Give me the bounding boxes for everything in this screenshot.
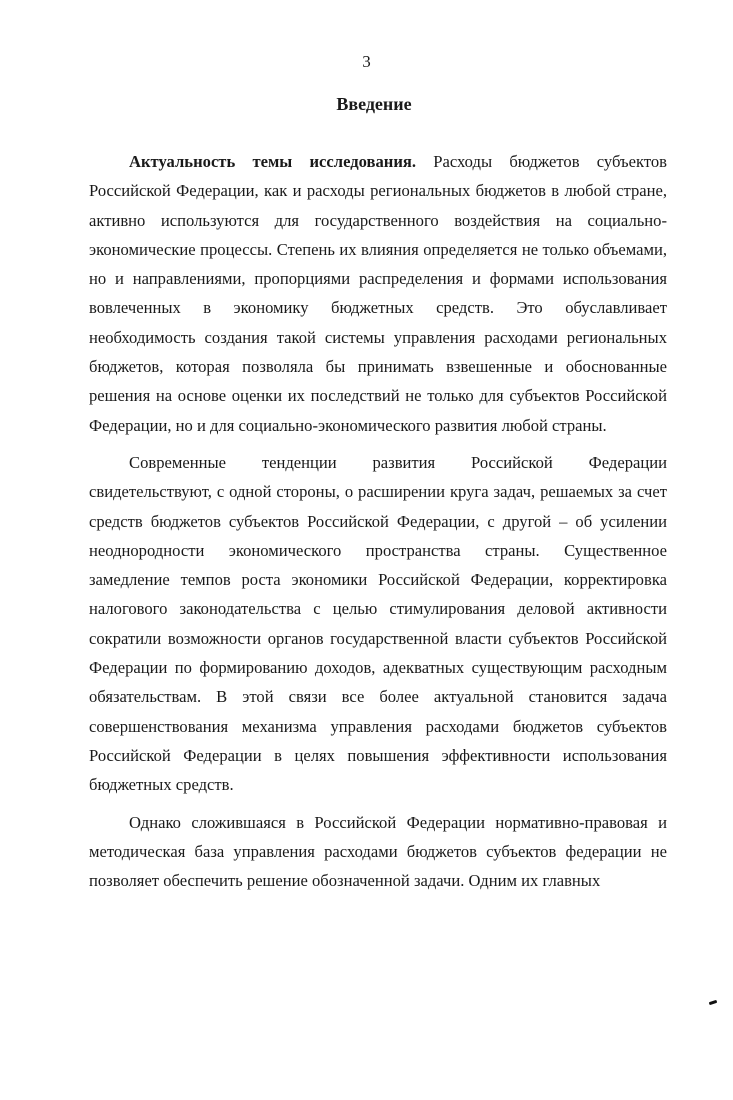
page-title: Введение	[336, 94, 412, 114]
scan-mark	[709, 1000, 718, 1005]
page-number: 3	[362, 52, 371, 71]
paragraph-trends: Современные тенденции развития Российской Федерации свидетельствуют, с одной стороны, о расширении круга задач, решаемых за счет средств бюджетов субъектов Российской Федерации, с другой – об усилении неоднородности экономического пространства страны. Существенное замедление темпов роста экономики Российской Федерации, корректировка налогового законодательства с целью стимулирования деловой активности сократили возможности органов государственной власти субъектов Российской Федерации по формированию доходов, адекватных существующим расходным обязательствам. В этой связи все более актуальной становится задача совершенствования механизма управления расходами бюджетов субъектов Российской Федерации в целях повышения эффективности использования бюджетных средств.	[89, 452, 667, 795]
paragraph-methodology: Однако сложившаяся в Российской Федерации нормативно-правовая и методическая база управления расходами бюджетов субъектов федерации не позволяет обеспечить решение обозначенной задачи. Одним их главных	[89, 812, 667, 891]
document-body	[89, 147, 667, 903]
paragraph-lead: Актуальность темы исследования.	[129, 152, 417, 171]
paragraph-relevance	[89, 147, 667, 440]
paragraph-text: Расходы бюджетов субъектов Российской Федерации, как и расходы региональных бюджетов в любой стране, активно используются для государственного воздействия на социально-экономические процессы. Степень их влияния определяется не только объемами, но и направлениями, пропорциями распределения и формами использования вовлеченных в экономику бюджетных средств. Это обуславливает необходимость создания такой системы управления расходами региональных бюджетов, которая позволяла бы принимать взвешенные и обоснованные решения на основе оценки их последствий не только для субъектов Российской Федерации, но и для социально-экономического развития любой страны.	[89, 152, 667, 435]
